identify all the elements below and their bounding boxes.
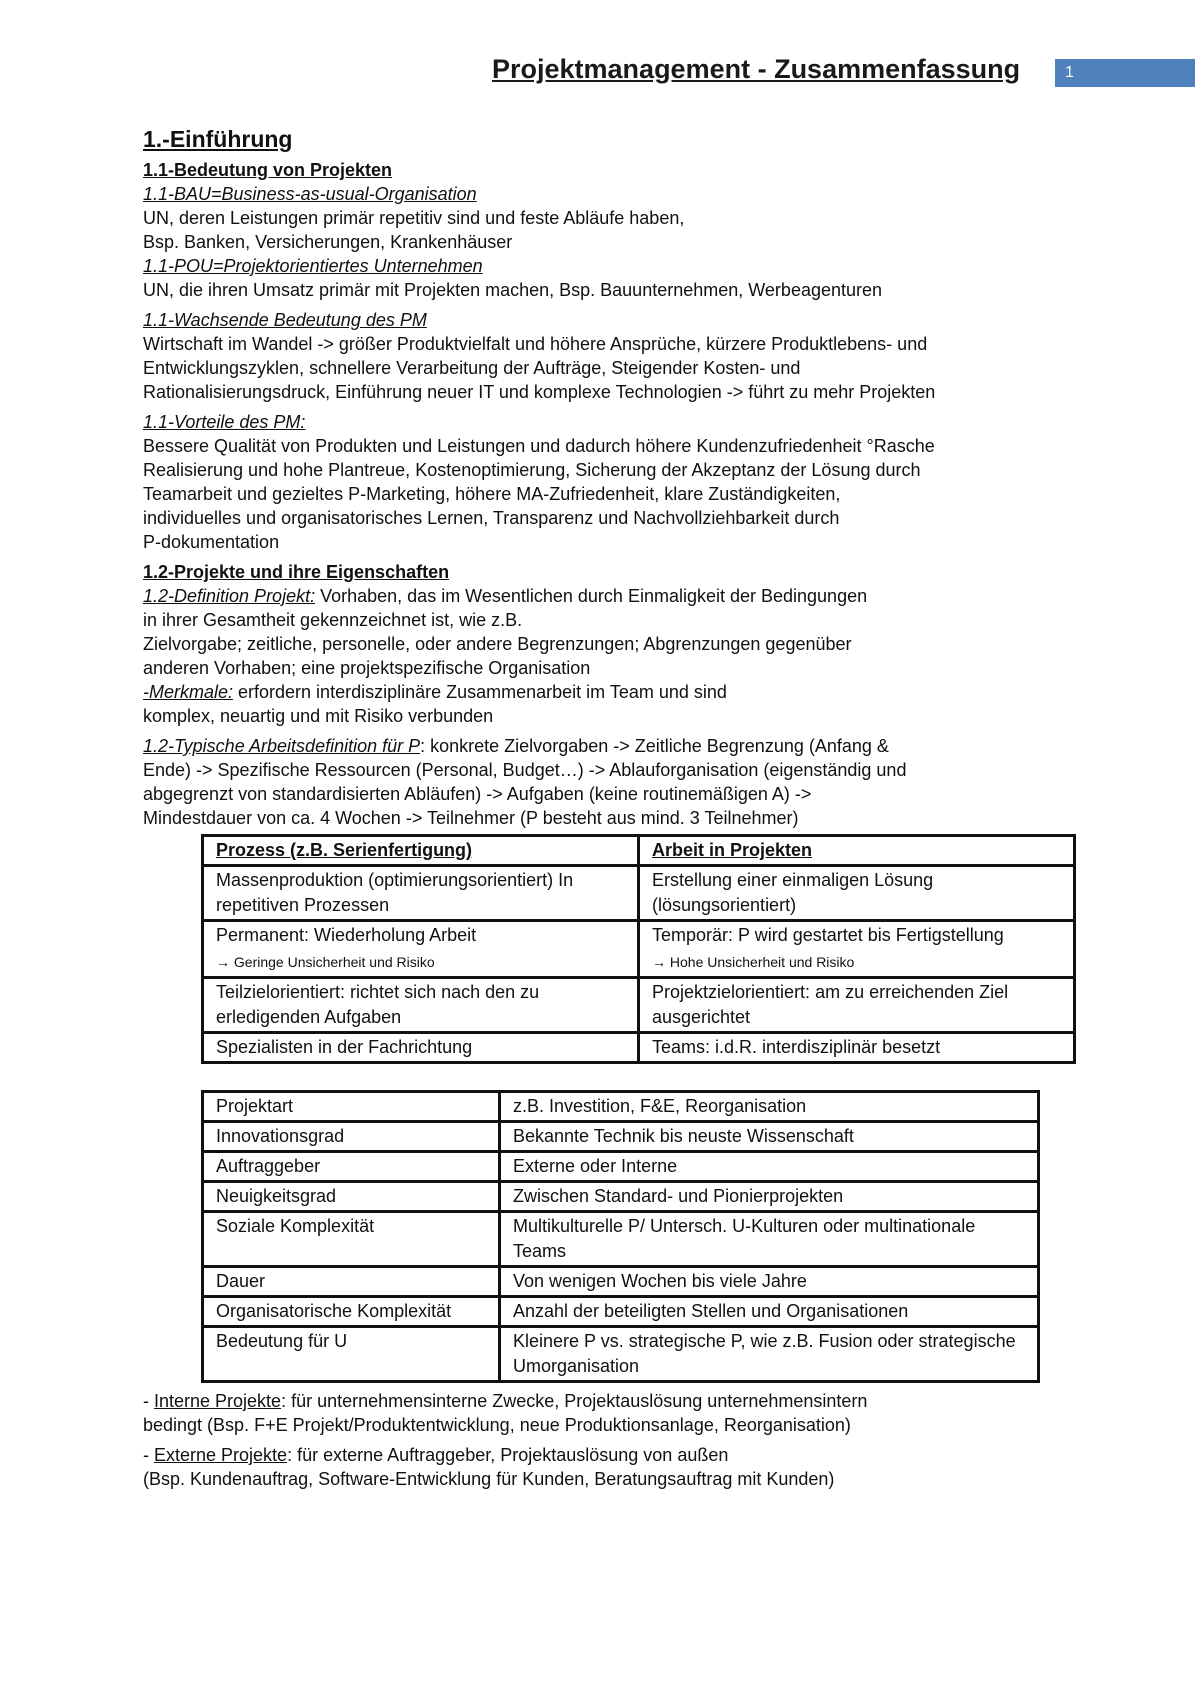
table-cell: Projektzielorientiert: am zu erreichenden Ziel ausgerichtet (639, 978, 1075, 1033)
paragraph-line: Rationalisierungsdruck, Einführung neuer IT und komplexe Technologien -> führt zu mehr Projekten (143, 382, 936, 402)
cell-text: Temporär: P wird gestartet bis Fertigstellung (652, 925, 1004, 945)
table-row (203, 1327, 1039, 1382)
paragraph-line: (Bsp. Kundenauftrag, Software-Entwicklung für Kunden, Beratungsauftrag mit Kunden) (143, 1469, 835, 1489)
paragraph-line: Ende) -> Spezifische Ressourcen (Personal, Budget…) -> Ablauforganisation (eigenständig und (143, 760, 907, 780)
table-cell: Externe oder Interne (500, 1152, 1039, 1182)
table-cell: Spezialisten in der Fachrichtung (203, 1033, 639, 1063)
cell-note: → Geringe Unsicherheit und Risiko (216, 954, 435, 970)
paragraph-line: Wirtschaft im Wandel -> größer Produktvielfalt und höhere Ansprüche, kürzere Produktlebens- und (143, 334, 928, 354)
table-row (203, 978, 1075, 1033)
header-text: Arbeit in Projekten (652, 840, 813, 860)
table-cell: Multikulturelle P/ Untersch. U-Kulturen oder multinationale Teams (500, 1212, 1039, 1267)
table-cell (639, 921, 1075, 978)
topic-heading: 1.1-Vorteile des PM: (143, 412, 306, 432)
table-row (203, 1212, 1039, 1267)
paragraph-line: Entwicklungszyklen, schnellere Verarbeitung der Aufträge, Steigender Kosten- und (143, 358, 801, 378)
inline-heading: 1.2-Typische Arbeitsdefinition für P (143, 736, 421, 756)
table-row (203, 866, 1075, 921)
table-cell: Teams: i.d.R. interdisziplinär besetzt (639, 1033, 1075, 1063)
table-cell: Innovationsgrad (203, 1122, 500, 1152)
table-cell: Projektart (203, 1092, 500, 1122)
process-vs-project-table (201, 834, 1076, 1064)
table-cell: Auftraggeber (203, 1152, 500, 1182)
section-heading: 1.-Einführung (143, 126, 293, 152)
inline-heading: -Merkmale: (143, 682, 234, 702)
paragraph-line (143, 734, 1103, 758)
inline-text: : für unternehmensinterne Zwecke, Projektauslösung unternehmensintern (281, 1391, 868, 1411)
table-row (203, 1152, 1039, 1182)
subsection-heading: 1.1-Bedeutung von Projekten (143, 160, 393, 180)
project-attributes-table (201, 1090, 1040, 1383)
table-cell: Bekannte Technik bis neuste Wissenschaft (500, 1122, 1039, 1152)
table-cell: Soziale Komplexität (203, 1212, 500, 1267)
paragraph-line: UN, deren Leistungen primär repetitiv sind und feste Abläufe haben, (143, 208, 685, 228)
table-header-cell (203, 836, 639, 866)
bullet-dash: - (143, 1445, 154, 1465)
table-cell: Neuigkeitsgrad (203, 1182, 500, 1212)
table-row (203, 1297, 1039, 1327)
table-cell: Bedeutung für U (203, 1327, 500, 1382)
inline-heading: 1.2-Definition Projekt: (143, 586, 316, 606)
table-cell: Von wenigen Wochen bis viele Jahre (500, 1267, 1039, 1297)
inline-text: : für externe Auftraggeber, Projektauslösung von außen (287, 1445, 729, 1465)
table-cell (203, 921, 639, 978)
paragraph-line: in ihrer Gesamtheit gekennzeichnet ist, wie z.B. (143, 610, 523, 630)
table-cell: Massenproduktion (optimierungsorientiert) In repetitiven Prozessen (203, 866, 639, 921)
table-cell: Zwischen Standard- und Pionierprojekten (500, 1182, 1039, 1212)
paragraph-line: UN, die ihren Umsatz primär mit Projekten machen, Bsp. Bauunternehmen, Werbeagenturen (143, 280, 883, 300)
paragraph-line: Realisierung und hohe Plantreue, Kostenoptimierung, Sicherung der Akzeptanz der Lösung durch (143, 460, 921, 480)
inline-text: erfordern interdisziplinäre Zusammenarbeit im Team und sind (233, 682, 727, 702)
paragraph-line (143, 1389, 1103, 1413)
paragraph-line: Zielvorgabe; zeitliche, personelle, oder andere Begrenzungen; Abgrenzungen gegenüber (143, 634, 852, 654)
topic-heading: 1.1-POU=Projektorientiertes Unternehmen (143, 256, 483, 276)
cell-text: Permanent: Wiederholung Arbeit (216, 925, 477, 945)
table-cell: z.B. Investition, F&E, Reorganisation (500, 1092, 1039, 1122)
paragraph-line: P-dokumentation (143, 532, 280, 552)
topic-heading: 1.1-BAU=Business-as-usual-Organisation (143, 184, 477, 204)
table-header-row (203, 836, 1075, 866)
table-row (203, 1122, 1039, 1152)
paragraph-line: Mindestdauer von ca. 4 Wochen -> Teilnehmer (P besteht aus mind. 3 Teilnehmer) (143, 808, 799, 828)
table-row (203, 1267, 1039, 1297)
table-cell: Kleinere P vs. strategische P, wie z.B. Fusion oder strategische Umorganisation (500, 1327, 1039, 1382)
paragraph-line (143, 1443, 1103, 1467)
document-title: Projektmanagement - Zusammenfassung (492, 54, 1021, 84)
table-row (203, 1033, 1075, 1063)
paragraph-line: individuelles und organisatorisches Lernen, Transparenz und Nachvollziehbarkeit durch (143, 508, 840, 528)
table-row (203, 921, 1075, 978)
paragraph-line: komplex, neuartig und mit Risiko verbunden (143, 706, 494, 726)
topic-heading: 1.1-Wachsende Bedeutung des PM (143, 310, 427, 330)
page-number: 1 (1055, 59, 1195, 87)
paragraph-line (143, 680, 1103, 704)
paragraph-line: abgegrenzt von standardisierten Abläufen) -> Aufgaben (keine routinemäßigen A) -> (143, 784, 812, 804)
table-cell: Teilzielorientiert: richtet sich nach den zu erledigenden Aufgaben (203, 978, 639, 1033)
table-header-cell (639, 836, 1075, 866)
table-cell: Erstellung einer einmaligen Lösung (lösungsorientiert) (639, 866, 1075, 921)
inline-heading: Externe Projekte (154, 1445, 288, 1465)
page-header (492, 54, 1200, 88)
inline-heading: Interne Projekte (154, 1391, 282, 1411)
bullet-dash: - (143, 1391, 154, 1411)
table-cell: Organisatorische Komplexität (203, 1297, 500, 1327)
inline-text: Vorhaben, das im Wesentlichen durch Einmaligkeit der Bedingungen (315, 586, 868, 606)
paragraph-line: Bessere Qualität von Produkten und Leistungen und dadurch höhere Kundenzufriedenheit °Rasche (143, 436, 935, 456)
inline-text: : konkrete Zielvorgaben -> Zeitliche Begrenzung (Anfang & (420, 736, 889, 756)
table-row (203, 1092, 1039, 1122)
subsection-heading: 1.2-Projekte und ihre Eigenschaften (143, 562, 450, 582)
table-cell: Anzahl der beteiligten Stellen und Organisationen (500, 1297, 1039, 1327)
cell-note: → Hohe Unsicherheit und Risiko (652, 954, 855, 970)
header-text: Prozess (z.B. Serienfertigung) (216, 840, 473, 860)
document-body (143, 124, 1103, 1491)
paragraph-line (143, 584, 1103, 608)
paragraph-line: bedingt (Bsp. F+E Projekt/Produktentwicklung, neue Produktionsanlage, Reorganisation) (143, 1415, 851, 1435)
table-cell: Dauer (203, 1267, 500, 1297)
paragraph-line: Bsp. Banken, Versicherungen, Krankenhäuser (143, 232, 513, 252)
paragraph-line: anderen Vorhaben; eine projektspezifische Organisation (143, 658, 591, 678)
table-row (203, 1182, 1039, 1212)
paragraph-line: Teamarbeit und gezieltes P-Marketing, höhere MA-Zufriedenheit, klare Zuständigkeiten, (143, 484, 841, 504)
